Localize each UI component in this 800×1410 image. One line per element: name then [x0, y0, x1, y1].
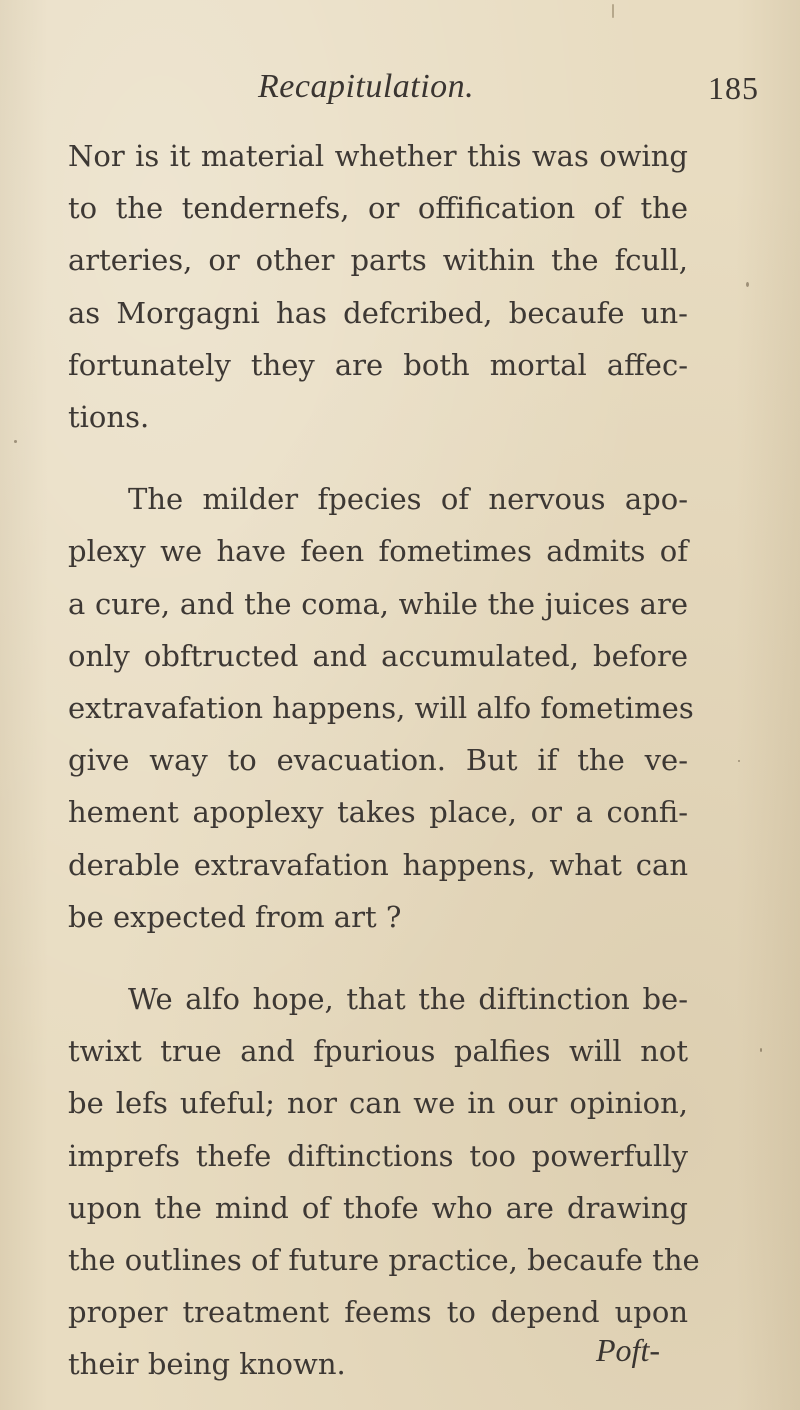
text-line: plexy we have feen fometimes admits of [68, 534, 688, 569]
text-line: derable extravafation happens, what can [68, 847, 688, 882]
text-line: a cure, and the coma, while the juices are [68, 586, 688, 621]
paper-speck [746, 282, 749, 287]
text-line: fortunately they are both mortal affec- [68, 347, 688, 382]
paper-speck [612, 4, 614, 18]
text-line: upon the mind of thofe who are drawing [68, 1190, 688, 1225]
paragraph-gap [68, 443, 688, 473]
text-line: tions. [68, 400, 150, 435]
paper-speck [14, 440, 17, 443]
text-line: The milder fpecies of nervous apo- [128, 482, 688, 517]
text-line: be lefs ufeful; nor can we in our opinion, [68, 1086, 688, 1121]
text-line: We alfo hope, that the diftinction be- [128, 982, 688, 1017]
page-number: 185 [708, 70, 759, 106]
text-line: the outlines of future practice, becaufe the [68, 1243, 700, 1278]
paper-speck [738, 760, 740, 762]
paper-speck [760, 1048, 762, 1052]
paragraph-gap [68, 943, 688, 973]
text-line: their being known. [68, 1347, 346, 1382]
body-text [68, 130, 700, 1391]
text-line: be expected from art ? [68, 899, 402, 934]
text-line: proper treatment feems to depend upon [68, 1295, 688, 1330]
text-line: hement apoplexy takes place, or a confi- [68, 795, 688, 830]
text-line: Nor is it material whether this was owing [68, 139, 688, 173]
text-line: imprefs thefe diftinctions too powerfully [68, 1138, 688, 1173]
paragraph-3 [68, 973, 700, 1391]
catchword: Poft- [596, 1332, 660, 1368]
running-head: Recapitulation. [258, 68, 475, 105]
text-line: give way to evacuation. But if the ve- [68, 743, 688, 778]
text-line: to the tendernefs, or offification of the [68, 191, 688, 226]
text-line: twixt true and fpurious palfies will not [68, 1034, 688, 1069]
paragraph-1 [68, 130, 688, 443]
paragraph-2 [68, 473, 694, 943]
text-line: arteries, or other parts within the fcull, [68, 243, 688, 278]
text-line: as Morgagni has defcribed, becaufe un- [68, 295, 688, 330]
text-line: only obftructed and accumulated, before [68, 638, 688, 673]
text-line: extravafation happens, will alfo fometimes [68, 691, 694, 726]
